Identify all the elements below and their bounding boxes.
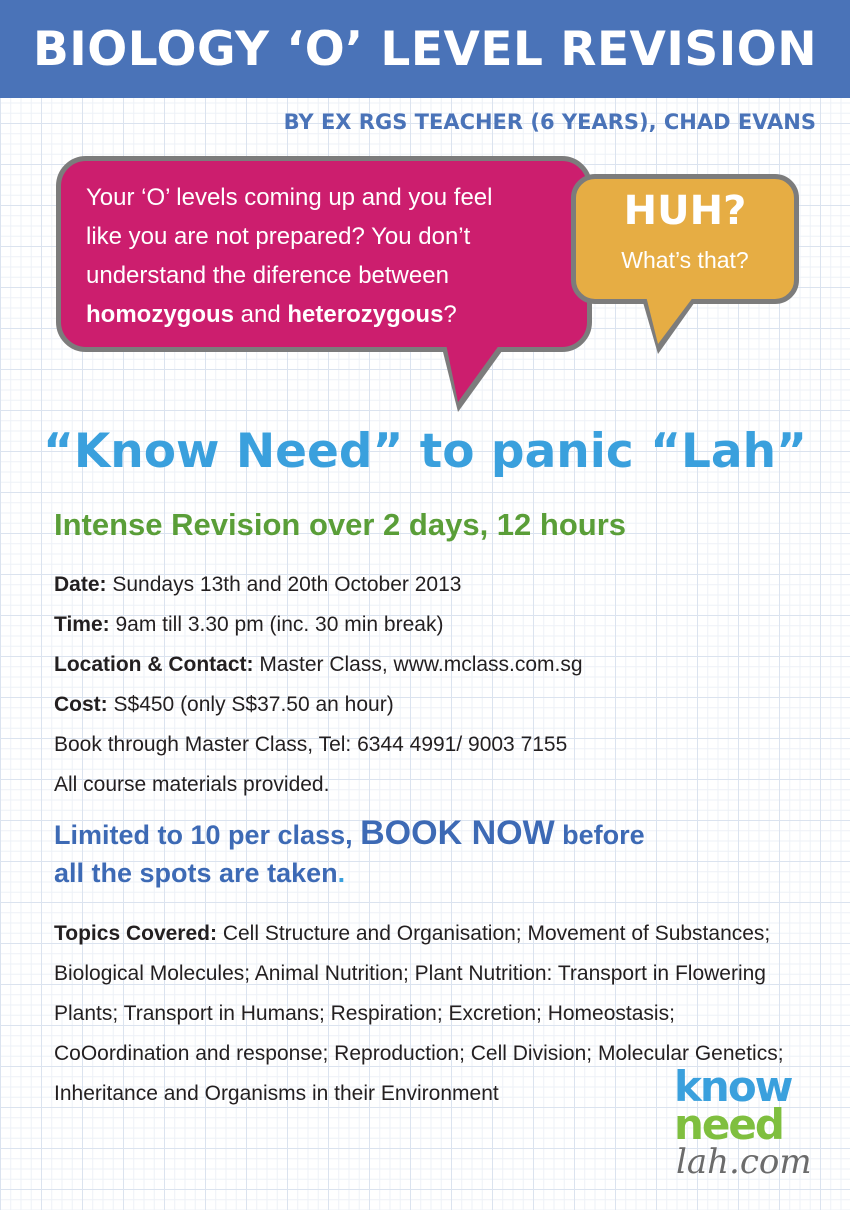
limited-text: Limited to 10 per class,	[54, 820, 361, 850]
cost-label: Cost:	[54, 693, 108, 716]
date-label: Date:	[54, 573, 107, 596]
date-row	[54, 565, 814, 605]
question-mark: ?	[443, 301, 457, 328]
limited-before: before	[554, 820, 645, 850]
title-banner	[0, 0, 850, 98]
logo-know: know	[674, 1063, 792, 1111]
slogan: “Know Need” to panic “Lah”	[42, 424, 807, 479]
limited-period: .	[337, 858, 346, 888]
bubble-line-2: like you are not prepared? You don’t	[86, 223, 471, 250]
location-row	[54, 645, 814, 685]
page-title: BIOLOGY ‘O’ LEVEL REVISION	[32, 22, 818, 77]
location-value: Master Class, www.mclass.com.sg	[253, 653, 583, 676]
booking-row: Book through Master Class, Tel: 6344 4991/ 9003 7155	[54, 733, 568, 756]
and-word: and	[234, 301, 288, 328]
logo-need: need	[674, 1100, 783, 1149]
topics-label: Topics Covered:	[54, 922, 217, 945]
bubble-line-3: understand the diference between	[86, 262, 449, 289]
term-homozygous: homozygous	[86, 301, 234, 328]
knowneedlah-logo	[672, 1063, 822, 1183]
materials-row: All course materials provided.	[54, 773, 330, 796]
date-value: Sundays 13th and 20th October 2013	[106, 573, 462, 596]
subheading: Intense Revision over 2 days, 12 hours	[54, 507, 627, 542]
reply-bubble-tail-fill	[646, 296, 694, 344]
speech-bubble-text	[86, 178, 576, 334]
topics-list: Cell Structure and Organisation; Movement of Substances; Biological Molecules; Animal Nutrition; Plant Nutrition: Transport in Flowering Plants; Transport in Humans; Respiration; Excretion; Homeostasis; CoOordination and response; Reproduction; Cell Division; Molecular Genetics; Inheritance and Organisms in their Environment	[54, 922, 784, 1105]
course-details	[54, 565, 814, 805]
time-label: Time:	[54, 613, 110, 636]
bubble-line-1: Your ‘O’ levels coming up and you feel	[86, 184, 493, 211]
location-label: Location & Contact:	[54, 653, 254, 676]
time-value: 9am till 3.30 pm (inc. 30 min break)	[109, 613, 444, 636]
huh-text: HUH?	[623, 188, 747, 234]
limited-notice	[54, 814, 814, 892]
speech-bubble-tail-fill	[446, 344, 500, 402]
whats-that-text: What’s that?	[621, 247, 749, 273]
time-row	[54, 605, 814, 645]
bubble-line-4	[86, 295, 576, 334]
cost-row	[54, 685, 814, 725]
book-now-text: BOOK NOW	[360, 814, 555, 852]
logo-lah-com: lah.com	[676, 1142, 812, 1182]
cost-value: S$450 (only S$37.50 an hour)	[107, 693, 394, 716]
byline: BY EX RGS TEACHER (6 YEARS), CHAD EVANS	[283, 110, 816, 134]
term-heterozygous: heterozygous	[287, 301, 444, 328]
limited-spots: all the spots are taken	[54, 858, 338, 888]
